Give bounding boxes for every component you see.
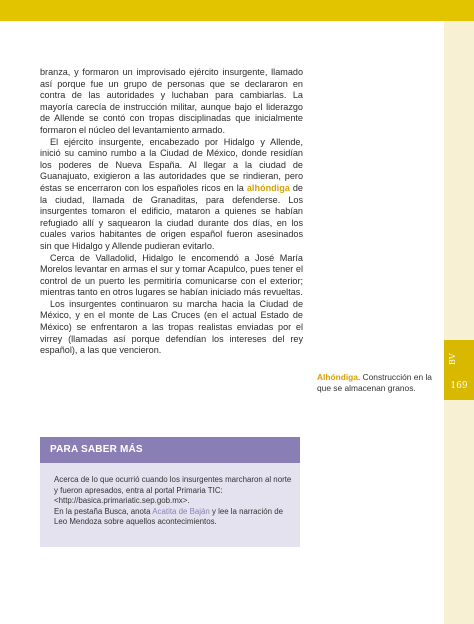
top-color-bar xyxy=(0,0,474,21)
saber-paragraph-2-end: y lee la narración de Leo Mendoza sobre aquellos acontecimientos. xyxy=(54,506,284,526)
side-margin-tab xyxy=(444,21,474,624)
main-text-column xyxy=(40,67,303,357)
para-saber-mas-box xyxy=(40,437,300,547)
paragraph-2-end: de la ciudad, llamada de Granaditas, para defenderse. Los insurgentes tomaron el edificio, mataron a quienes se habían refugiado allí y saquearon la ciudad durante dos días, en los cuales varios habitantes de origen español fueron asesinados sin que Hidalgo y Allende pudieran evitarlo. xyxy=(40,182,303,251)
para-saber-mas-body xyxy=(54,475,294,528)
section-label: BV xyxy=(448,353,457,365)
paragraph-2 xyxy=(40,137,303,253)
paragraph-2-start: El ejército insurgente, encabezado por Hidalgo y Allende, inició su camino rumbo a la Ciudad de México, donde residían los poderes de Nueva España. Al llegar a la ciudad de Guanajuato, exigieron a las autoridades que se rindieran, pero éstas se encerraron con los españoles ricos en la xyxy=(40,136,303,193)
paragraph-3: Cerca de Valladolid, Hidalgo le encomendó a José María Morelos levantar en armas el sur y tomar Acapulco, pues tener el control de un puerto les permitiría comunicarse con el exterior; mientras tanto en otros lugares se habían iniciado más revueltas. xyxy=(40,252,303,298)
glossary-note xyxy=(317,372,437,394)
saber-paragraph-2-start: En la pestaña Busca, anota xyxy=(54,506,153,516)
para-saber-mas-title: PARA SABER MÁS xyxy=(50,444,143,455)
paragraph-1: branza, y formaron un improvisado ejército insurgente, llamado así porque fue un grupo de personas que se declararon en contra de las autoridades y luchaban para cambiarlas. La mayoría carecía de instrucción militar, aunque bajo el liderazgo de Allende se contó con tropas disciplinadas que inicialmente formaron el núcleo del levantamiento armado. xyxy=(40,67,303,135)
saber-paragraph-1: Acerca de lo que ocurrió cuando los insurgentes marcharon al norte y fueron apresados, entra al portal Primaria TIC: <http://basica.primariatic.sep.gob.mx>. xyxy=(54,475,292,505)
para-saber-mas-header xyxy=(40,437,300,463)
glossary-definition: Construcción en la que se almacenan granos. xyxy=(317,372,432,393)
saber-paragraph-2 xyxy=(54,507,294,528)
page-number: 169 xyxy=(450,381,468,391)
highlighted-term: alhóndiga xyxy=(246,182,290,193)
paragraph-4: Los insurgentes continuaron su marcha hacia la Ciudad de México, y en el monte de Las Cruces (en el actual Estado de México) se enfrentaron a las tropas realistas enviadas por el virrey (llamadas así porque defendían los intereses del rey español), a las que vencieron. xyxy=(40,298,303,356)
acatita-link-text: Acatita de Baján xyxy=(152,506,210,516)
glossary-term: Alhóndiga. xyxy=(317,372,361,382)
